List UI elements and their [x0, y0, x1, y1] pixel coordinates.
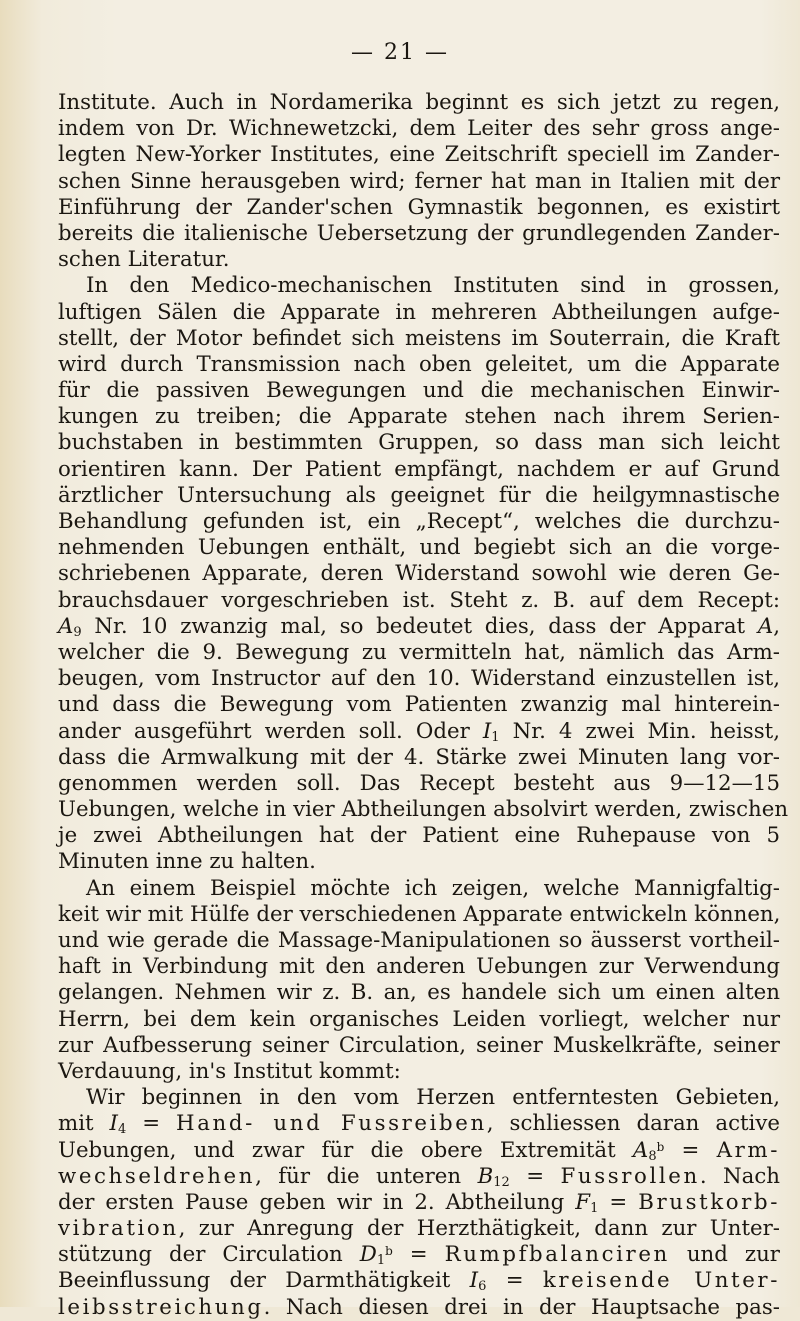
- text-line: und wie gerade die Massage-Manipulationen so äusserst vortheil-: [58, 928, 780, 953]
- text-line: Behandlung gefunden ist, ein „Recept“, welches die durchzu-: [58, 509, 780, 534]
- text-line: für die passiven Bewegungen und die mechanischen Einwir-: [58, 378, 780, 404]
- text-line: und dass die Bewegung vom Patienten zwanzig mal hinterein-: [58, 692, 780, 718]
- text-line: der ersten Pause geben wir in 2. Abtheilung $F_1$ = Brustkorb-: [58, 1189, 780, 1216]
- text-line: An einem Beispiel möchte ich zeigen, welche Mannigfaltig-: [86, 875, 780, 901]
- text-line: bereits die italienische Uebersetzung der grundlegenden Zander-: [58, 220, 780, 246]
- text-line: haft in Verbindung mit den anderen Uebungen zur Verwendung: [58, 954, 780, 980]
- text-line: genommen werden soll. Das Recept besteht aus 9—12—15: [58, 770, 780, 796]
- text-line: luftigen Sälen die Apparate in mehreren Abtheilungen aufge-: [58, 299, 780, 325]
- text-line: keit wir mit Hülfe der verschiedenen Apparate entwickeln können,: [58, 901, 781, 927]
- text-line: legten New-Yorker Institutes, eine Zeitschrift speciell im Zander-: [58, 142, 780, 168]
- text-line: leibsstreichung. Nach diesen drei in der Hauptsache pas-: [58, 1294, 780, 1320]
- text-line: stützung der Circulation $D_1^b$ = Rumpfbalanciren und zur: [58, 1242, 780, 1269]
- text-line: indem von Dr. Wichnewetzcki, dem Leiter des sehr gross ange-: [58, 116, 780, 142]
- text-line: In den Medico-mechanischen Instituten sind in grossen,: [86, 273, 780, 299]
- text-line: zur Aufbesserung seiner Circulation, seiner Muskelkräfte, seiner: [58, 1032, 780, 1058]
- text-line: kungen zu treiben; die Apparate stehen nach ihrem Serien-: [58, 404, 780, 430]
- text-line: $A_9$ Nr. 10 zwanzig mal, so bedeutet dies, dass der Apparat A,: [58, 613, 780, 640]
- text-line: ärztlicher Untersuchung als geeignet für die heilgymnastische: [58, 482, 780, 508]
- text-line: schen Literatur.: [58, 247, 230, 273]
- text-line: gelangen. Nehmen wir z. B. an, es handele sich um einen alten: [58, 980, 780, 1006]
- text-line: ander ausgeführt werden soll. Oder $I_1$ Nr. 4 zwei Min. heisst,: [58, 718, 780, 745]
- text-line: Uebungen, welche in vier Abtheilungen absolvirt werden, zwischen: [58, 797, 789, 823]
- text-line: schen Sinne herausgeben wird; ferner hat man in Italien mit der: [58, 168, 780, 194]
- text-line: schriebenen Apparate, deren Widerstand sowohl wie deren Ge-: [58, 561, 780, 587]
- text-line: nehmenden Uebungen enthält, und begiebt sich an die vorge-: [58, 535, 780, 561]
- text-line: beugen, vom Instructor auf den 10. Widerstand einzustellen ist,: [58, 666, 780, 692]
- text-line: dass die Armwalkung mit der 4. Stärke zwei Minuten lang vor-: [58, 744, 780, 770]
- text-line: je zwei Abtheilungen hat der Patient eine Ruhepause von 5: [58, 823, 780, 849]
- text-line: Wir beginnen in den vom Herzen entferntesten Gebieten,: [86, 1085, 780, 1111]
- text-line: orientiren kann. Der Patient empfängt, nachdem er auf Grund: [58, 456, 780, 482]
- text-line: Minuten inne zu halten.: [58, 849, 316, 875]
- text-line: Herrn, bei dem kein organisches Leiden vorliegt, welcher nur: [58, 1006, 780, 1032]
- text-line: vibration, zur Anregung der Herzthätigkeit, dann zur Unter-: [58, 1216, 780, 1242]
- text-line: mit $I_4$ = Hand- und Fussreiben, schliessen daran active: [58, 1111, 780, 1138]
- text-line: stellt, der Motor befindet sich meistens im Souterrain, die Kraft: [58, 325, 780, 351]
- text-line: wechseldrehen, für die unteren $B_{12}$ = Fussrollen. Nach: [58, 1163, 781, 1190]
- text-line: welcher die 9. Bewegung zu vermitteln hat, nämlich das Arm-: [58, 639, 780, 665]
- text-line: Verdauung, in's Institut kommt:: [58, 1058, 401, 1084]
- text-line: Institute. Auch in Nordamerika beginnt es sich jetzt zu regen,: [58, 90, 780, 115]
- body-text: [58, 90, 789, 1321]
- text-line: Einführung der Zander'schen Gymnastik begonnen, es existirt: [58, 194, 780, 220]
- text-line: wird durch Transmission nach oben geleitet, um die Apparate: [58, 351, 780, 377]
- text-line: buchstaben in bestimmten Gruppen, so dass man sich leicht: [58, 430, 780, 456]
- text-line: Beeinflussung der Darmthätigkeit $I_6$ = kreisende Unter-: [58, 1268, 780, 1295]
- text-line: Uebungen, und zwar für die obere Extremität $A_8^b = Arm-$: [58, 1137, 780, 1164]
- page-number: — 21 —: [351, 40, 449, 65]
- text-line: brauchsdauer vorgeschrieben ist. Steht z. B. auf dem Recept:: [58, 587, 780, 613]
